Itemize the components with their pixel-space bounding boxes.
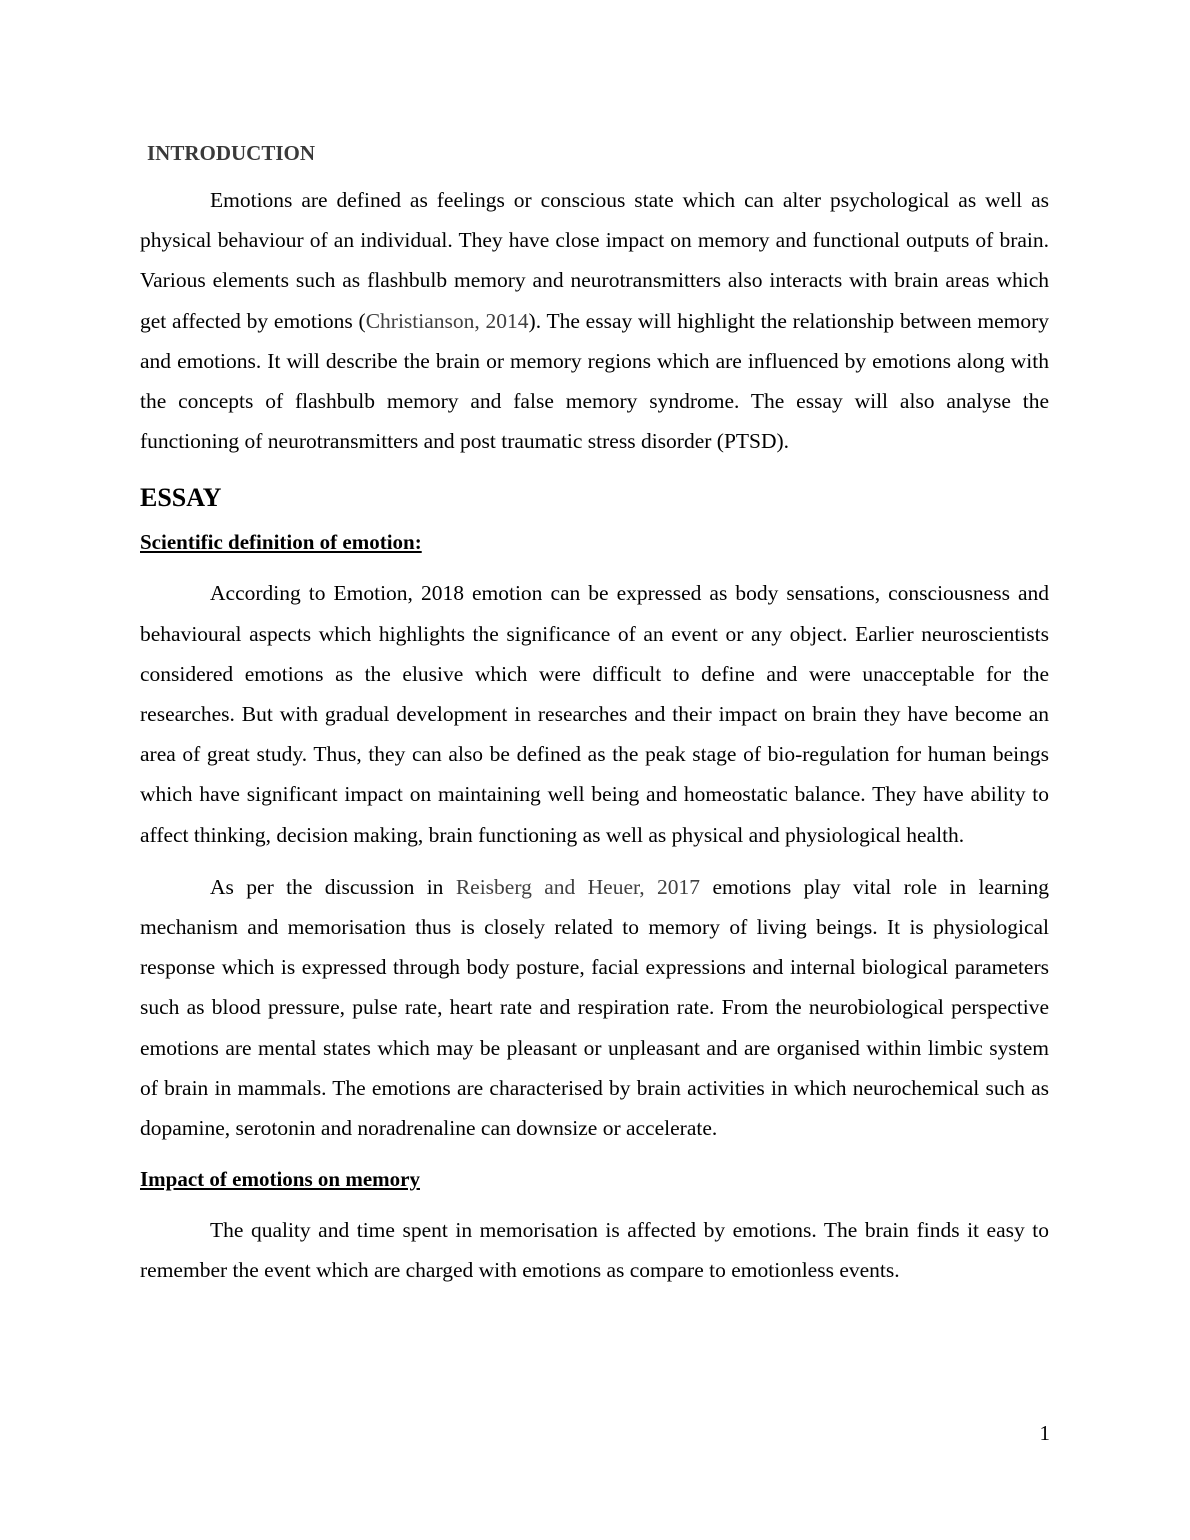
definition-paragraph-2: [140, 867, 1049, 1148]
citation-christianson: Christianson, 2014: [365, 308, 529, 333]
paragraph-spacer: [140, 855, 1049, 867]
essay-heading: ESSAY: [140, 483, 222, 513]
definition-text-part-1: As per the discussion in: [210, 874, 456, 899]
page-number: 1: [1039, 1421, 1050, 1445]
intro-text-part-2: ). The essay will highlight the relationship between memory and emotions. It will describe the brain or memory regions which are influenced by emotions along with the concepts of flashbulb memory and false memory syndrome. The essay will also analyse the functioning of neurotransmitters and post traumatic stress disorder (PTSD).: [140, 308, 1050, 454]
intro-text-part-1: Emotions are defined as feelings or conscious state which can alter psychological as well as physical behaviour of an individual. They have close impact on memory and functional outputs of brain. Various elements such as flashbulb memory and neurotransmitters also interacts with brain areas which get affected by emotions (: [140, 188, 1049, 333]
introduction-paragraph: [140, 180, 1049, 461]
impact-paragraph-1: The quality and time spent in memorisation is affected by emotions. The brain finds it easy to remember the event which are charged with emotions as compare to emotionless events.: [140, 1218, 1049, 1283]
citation-reisberg-heuer: Reisberg and Heuer, 2017: [455, 874, 701, 899]
introduction-heading: INTRODUCTION: [147, 141, 316, 165]
document-content: [140, 138, 1049, 1291]
section-heading-scientific-definition: Scientific definition of emotion:: [140, 530, 422, 555]
definition-text-part-2: emotions play vital role in learning mechanism and memorisation thus is closely related to memory of living beings. It is physiological response which is expressed through body posture, facial expressions and internal biological parameters such as blood pressure, pulse rate, heart rate and respiration rate. From the neurobiological perspective emotions are mental states which may be pleasant or unpleasant and are organised within limbic system of brain in mammals. The emotions are characterised by brain activities in which neurochemical such as dopamine, serotonin and noradrenaline can downsize or accelerate.: [140, 874, 1049, 1141]
section-heading-impact-on-memory: Impact of emotions on memory: [140, 1167, 420, 1192]
paragraph-spacer: [140, 1148, 1049, 1160]
definition-paragraph-1: According to Emotion, 2018 emotion can be expressed as body sensations, consciousness and behavioural aspects which highlights the significance of an event or any object. Earlier neuroscientists considered emotions as the elusive which were difficult to define and were unacceptable for the researches. But with gradual development in researches and their impact on brain they have become an area of great study. Thus, they can also be defined as the peak stage of bio-regulation for human beings which have significant impact on maintaining well being and homeostatic balance. They have ability to affect thinking, decision making, brain functioning as well as physical and physiological health.: [140, 581, 1049, 847]
